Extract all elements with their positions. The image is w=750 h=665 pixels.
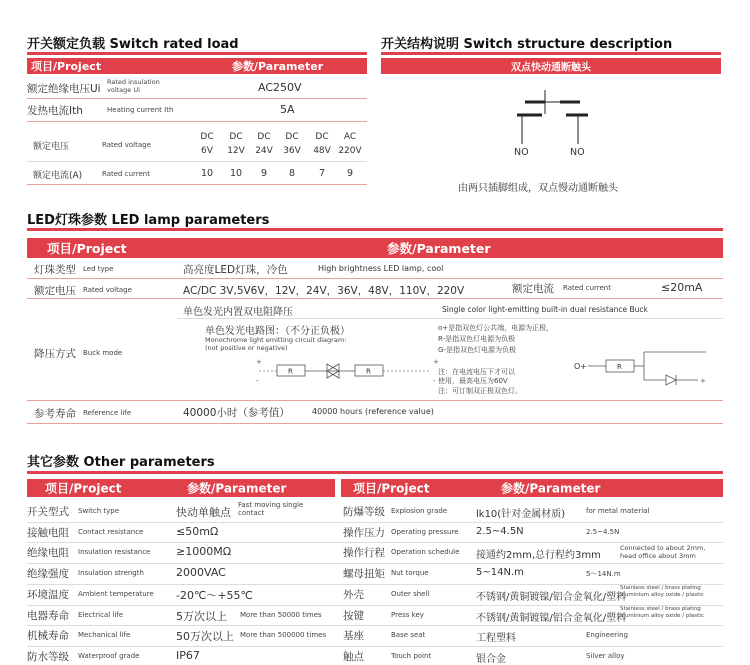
param-name-cn: 操作压力 [343, 527, 385, 539]
voltage-value: 12V [227, 146, 245, 156]
current-value: 10 [200, 168, 214, 179]
param-name-cn: 绝缘电阻 [27, 547, 69, 559]
led-type-en: Led type [83, 265, 114, 273]
current-value: 7 [318, 168, 326, 179]
divider [27, 584, 723, 585]
header-parameter: 参数/Parameter [187, 481, 287, 496]
title-underline [27, 471, 723, 474]
insulation-value: AC250V [258, 81, 302, 94]
life-value-en: 40000 hours (reference value) [312, 407, 434, 416]
param-name-en: Ambient temperature [78, 590, 154, 598]
svg-text:R: R [366, 367, 371, 376]
param-name-en: Explosion grade [391, 507, 448, 515]
param-value-en: 2.5~4.5N [586, 528, 620, 536]
divider [27, 423, 723, 424]
svg-text:R: R [617, 363, 622, 371]
param-value-en: Engineering [586, 631, 628, 639]
header-project: 项目/Project [353, 481, 430, 496]
other-header-left [27, 479, 335, 497]
title-underline [381, 52, 721, 55]
structure-caption: 由两只插脚组成，双点慢动通断触头 [458, 183, 618, 194]
svg-text:+: + [256, 358, 262, 366]
note-6: 注：可订制双正极双色灯。 [438, 387, 522, 395]
switch-load-title [27, 33, 239, 52]
param-name-en: Switch type [78, 507, 120, 515]
title-underline [27, 52, 367, 55]
param-name-cn: 机械寿命 [27, 630, 69, 642]
divider [27, 298, 723, 299]
param-name-en: Operating pressure [391, 528, 459, 536]
param-name-en: Electrical life [78, 611, 124, 619]
svg-text:R: R [288, 367, 293, 376]
other-title [27, 451, 215, 470]
param-value-en: More than 500000 times [240, 631, 327, 639]
divider [27, 184, 367, 185]
note-2: R-是指双色灯电源为负极 [438, 335, 516, 343]
current-value: 8 [288, 168, 296, 179]
param-name-en: Contact resistance [78, 528, 144, 536]
buck-value-cn: 单色发光内置双电阻降压 [183, 307, 293, 318]
param-name-en: Waterproof grade [78, 652, 140, 660]
param-name-cn: 螺母扭矩 [343, 568, 385, 580]
voltage-type: DC [257, 132, 271, 142]
param-value: ≥1000MΩ [176, 545, 232, 558]
param-name-cn: 接触电阻 [27, 527, 69, 539]
heating-value: 5A [280, 103, 295, 116]
led-header [27, 238, 723, 258]
param-name-cn: 防水等级 [27, 651, 69, 663]
buck-value-en: Single color light-emitting built-in dual resistance Buck [442, 305, 648, 314]
buck-en: Buck mode [83, 349, 123, 357]
svg-text:-: - [256, 377, 259, 385]
param-value: 工程塑料 [476, 633, 516, 644]
voltage-type: AC [343, 132, 357, 142]
header-project: 项目/Project [45, 481, 122, 496]
circuit-diagram [255, 356, 445, 386]
param-name-en: Insulation resistance [78, 548, 151, 556]
param-name-en: Insulation strength [78, 569, 144, 577]
led-title [27, 209, 269, 228]
current-value: 9 [260, 168, 268, 179]
param-name-cn: 环境温度 [27, 589, 69, 601]
led-type-value-cn: 高亮度LED灯珠，冷色 [183, 264, 288, 276]
note-3: G-是指双色灯电源为负极 [438, 346, 516, 354]
buck-cn: 降压方式 [34, 348, 76, 360]
insulation-en: Rated insulation voltage Ui [107, 78, 160, 94]
param-value-en: More than 50000 times [240, 611, 322, 619]
param-name-en: Operation schedule [391, 548, 460, 556]
divider [27, 605, 723, 606]
structure-title [381, 33, 672, 52]
current-value: 9 [346, 168, 354, 179]
param-name-en: Touch point [391, 652, 432, 660]
param-name-en: Mechanical life [78, 631, 131, 639]
param-value-en: for metal material [586, 507, 650, 515]
voltage-type: DC [229, 132, 243, 142]
led-volt-cn: 额定电压 [34, 285, 76, 297]
param-name-en: Press key [391, 611, 424, 619]
header-parameter: 参数/Parameter [501, 481, 601, 496]
param-value: 不锈钢/黄铜镀镍/铝合金氧化/塑料 [476, 613, 627, 624]
note-4: 注：在电流电压下才可以 [438, 368, 515, 376]
param-value-en: Silver alloy [586, 652, 625, 660]
param-value: 接通约2mm,总行程约3mm [476, 550, 601, 561]
no-label-right: NO [570, 147, 585, 158]
voltage-type: DC [285, 132, 299, 142]
title-cn: LED灯珠参数 [27, 213, 107, 228]
param-value: 银合金 [476, 654, 506, 665]
voltage-value: 220V [338, 146, 362, 156]
header-project: 项目/Project [31, 60, 102, 73]
led-type-value-en: High brightness LED lamp, cool [318, 264, 444, 273]
param-value-en: Stainless steel / brass plating aluminium alloy oxide / plastic [620, 606, 704, 619]
current-cn: 额定电流(A) [33, 171, 83, 181]
switch-load-header [27, 58, 367, 74]
heating-cn: 发热电流Ith [27, 105, 83, 117]
param-value: 5万次以上 [176, 610, 227, 623]
divider [27, 400, 723, 401]
voltage-value: 24V [255, 146, 273, 156]
o-plus-label: O+ [574, 362, 587, 371]
heating-en: Heating current Ith [107, 106, 174, 114]
note-1: o+是指双色灯公共端，电源为正极， [438, 324, 554, 332]
no-label-left: NO [514, 147, 529, 158]
structure-header [381, 58, 721, 74]
led-volt-en: Rated voltage [83, 286, 132, 294]
divider [27, 161, 367, 162]
voltage-type: DC [315, 132, 329, 142]
title-underline [27, 228, 723, 231]
title-cn: 开关额定负载 [27, 37, 106, 52]
divider [27, 121, 367, 122]
param-value-en: Stainless steel / brass plating aluminium alloy oxide / plastic [620, 585, 704, 598]
title-en: LED lamp parameters [111, 213, 270, 228]
led-cur-en: Rated current [563, 284, 611, 292]
title-en: Switch rated load [109, 37, 239, 52]
param-name-cn: 开关型式 [27, 506, 69, 518]
current-en: Rated current [102, 170, 150, 178]
led-cur-cn: 额定电流 [512, 283, 554, 295]
divider [27, 522, 723, 523]
insulation-cn: 额定绝缘电压Ui [27, 83, 101, 95]
led-cur-value: ≤20mA [661, 281, 703, 294]
voltage-value: 6V [201, 146, 213, 156]
title-cn: 开关结构说明 [381, 37, 460, 52]
param-name-cn: 电器寿命 [27, 610, 69, 622]
life-cn: 参考寿命 [34, 408, 76, 420]
param-value: 5~14N.m [476, 567, 524, 578]
svg-text:+: + [433, 358, 439, 366]
voltage-type: DC [200, 132, 214, 142]
param-value-en: 5～14N.m [586, 570, 621, 578]
title-en: Other parameters [83, 455, 215, 470]
voltage-value: 36V [283, 146, 301, 156]
led-type-cn: 灯珠类型 [34, 264, 76, 276]
param-name-en: Base seat [391, 631, 426, 639]
param-name-cn: 操作行程 [343, 547, 385, 559]
param-name-cn: 按键 [343, 610, 364, 622]
circuit-title: 单色发光电路图：（不分正负极） [205, 326, 350, 337]
led-volt-value: AC/DC 3V,5V6V，12V，24V，36V，48V，110V，220V [183, 285, 465, 297]
voltage-value: 48V [313, 146, 331, 156]
note-5: 使用，最高电压为60V [438, 377, 508, 385]
param-name-cn: 绝缘强度 [27, 568, 69, 580]
divider [27, 542, 723, 543]
divider [27, 563, 723, 564]
param-value: IP67 [176, 649, 200, 662]
header-project: 项目/Project [47, 241, 127, 256]
param-name-cn: 外壳 [343, 589, 364, 601]
param-value-en: Fast moving single contact [238, 501, 304, 517]
param-value-en: Connected to about 2mm, head office about 3mm [620, 544, 706, 560]
param-value: -20℃～+55℃ [176, 589, 253, 602]
life-value-cn: 40000小时（参考值） [183, 407, 290, 419]
param-value: 不锈钢/黄铜镀镍/铝合金氧化/塑料 [476, 592, 627, 603]
divider [27, 646, 723, 647]
life-en: Reference life [83, 409, 132, 417]
voltage-cn: 额定电压 [33, 142, 70, 152]
header-parameter: 参数/Parameter [387, 241, 491, 256]
param-value: 2.5~4.5N [476, 526, 524, 537]
param-name-en: Nut torque [391, 569, 429, 577]
divider [27, 278, 723, 279]
voltage-en: Rated voltage [102, 141, 151, 149]
param-name-cn: 防爆等级 [343, 506, 385, 518]
param-value: lk10(针对金属材质) [476, 509, 566, 520]
other-header-right [341, 479, 723, 497]
title-en: Switch structure description [463, 37, 673, 52]
header-parameter: 参数/Parameter [232, 60, 324, 73]
circuit-note-en: Monochrome light emitting circuit diagram: (not positive or negative) [205, 336, 347, 352]
divider [177, 318, 723, 319]
param-value: 2000VAC [176, 566, 226, 579]
param-value: 50万次以上 [176, 630, 234, 643]
param-name-cn: 触点 [343, 651, 364, 663]
param-name-cn: 基座 [343, 630, 364, 642]
svg-text:-: - [433, 377, 436, 385]
param-name-en: Outer shell [391, 590, 430, 598]
param-value: 快动单触点 [176, 506, 231, 519]
structure-header-text: 双点快动通断触头 [511, 62, 591, 74]
param-value: ≤50mΩ [176, 525, 219, 538]
current-value: 10 [229, 168, 243, 179]
title-cn: 其它参数 [27, 455, 80, 470]
divider [27, 625, 723, 626]
divider [27, 98, 367, 99]
bicolor-circuit-diagram [586, 348, 716, 388]
svg-text:+: + [700, 377, 706, 385]
